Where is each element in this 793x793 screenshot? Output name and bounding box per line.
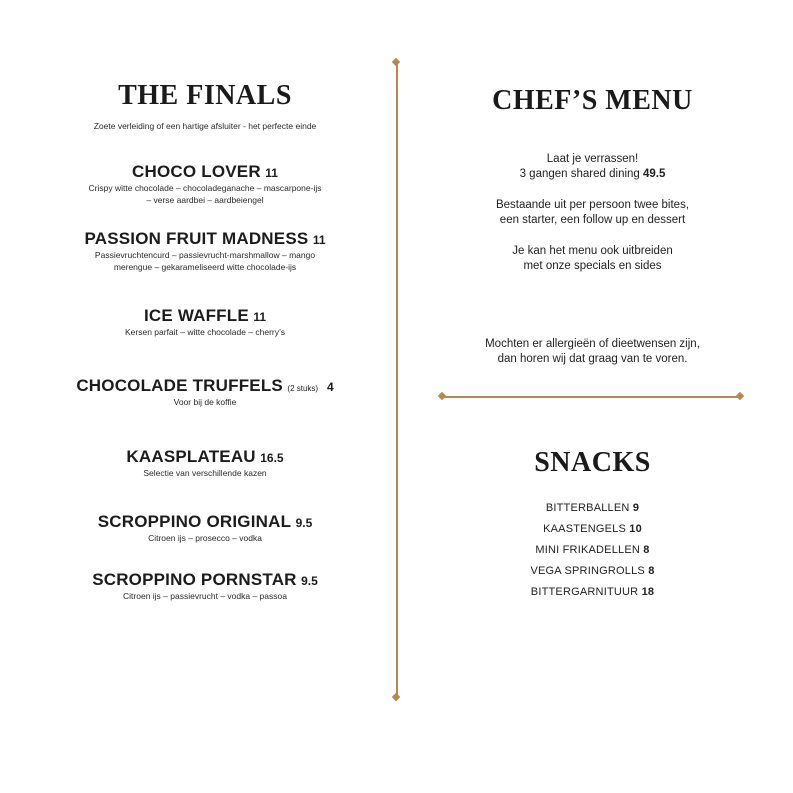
finals-title: THE FINALS (118, 80, 292, 111)
item-description: Citroen ijs – passievrucht – vodka – passoa (123, 591, 287, 601)
allergy-line: Mochten er allergieën of dieetwensen zijn, (485, 338, 700, 350)
item-price: 4 (326, 380, 334, 394)
chefs-menu-intro (440, 152, 745, 182)
snack-item (440, 519, 745, 540)
chefs-menu-line: een starter, een follow up en dessert (499, 214, 686, 226)
item-name: KAASPLATEAU (126, 447, 256, 466)
item-name: ICE WAFFLE (143, 306, 249, 325)
item-description: Crispy witte chocolade – chocoladeganache – mascarpone-ijs (88, 183, 322, 193)
item-description: Selectie van verschillende kazen (143, 468, 267, 478)
finals-subtitle: Zoete verleiding of een hartige afsluiter - het perfecte einde (93, 121, 317, 131)
snack-name: BITTERBALLEN (545, 502, 630, 514)
snack-item (440, 582, 745, 603)
chefs-menu-extension (440, 244, 745, 274)
item-price: 9.5 (301, 574, 318, 588)
chefs-menu-title: CHEF’S MENU (492, 85, 693, 116)
snack-price: 8 (643, 544, 650, 556)
item-note: (2 stuks) (287, 384, 319, 393)
item-price: 11 (312, 233, 326, 247)
menu-item-ice-waffle (30, 306, 380, 338)
item-name: PASSION FRUIT MADNESS (84, 229, 309, 248)
item-name: CHOCOLADE TRUFFELS (76, 376, 283, 395)
item-price: 16.5 (260, 451, 284, 465)
divider-diamond-right (736, 392, 744, 400)
item-description: Kersen parfait – witte chocolade – cherry’s (124, 327, 285, 337)
menu-item-kaasplateau (30, 447, 380, 479)
item-description: Passievruchtencurd – passievrucht-marshmallow – mango (94, 250, 316, 260)
snack-price: 9 (632, 502, 640, 514)
menu-item-scroppino-original (30, 512, 380, 544)
divider-diamond-left (438, 392, 446, 400)
menu-item-scroppino-pornstar (30, 570, 380, 602)
snack-price: 8 (648, 565, 655, 577)
snacks-title: SNACKS (534, 447, 651, 478)
item-description: Citroen ijs – prosecco – vodka (148, 533, 262, 543)
chefs-menu-description (440, 198, 745, 228)
snack-name: MINI FRIKADELLEN (535, 544, 641, 556)
menu-item-chocolade-truffels (30, 376, 380, 408)
snack-price: 18 (641, 586, 655, 598)
item-price: 11 (265, 166, 278, 180)
menu-item-choco-lover (30, 162, 380, 206)
snack-name: KAASTENGELS (543, 523, 626, 535)
horizontal-divider (442, 396, 740, 398)
allergy-notice (440, 337, 745, 367)
chefs-menu-line: Laat je verrassen! (546, 153, 639, 165)
item-name: SCROPPINO ORIGINAL (97, 512, 292, 531)
chefs-menu-line: 3 gangen shared dining (519, 168, 640, 180)
item-description: – verse aardbei – aardbeiengel (146, 195, 264, 205)
snack-name: VEGA SPRINGROLLS (530, 565, 645, 577)
chefs-menu-line: Bestaande uit per persoon twee bites, (495, 199, 690, 211)
allergy-line: dan horen wij dat graag van te voren. (497, 353, 688, 365)
chefs-menu-price: 49.5 (643, 168, 666, 180)
item-price: 9.5 (295, 516, 313, 530)
snack-name: BITTERGARNITUUR (530, 586, 639, 598)
chefs-menu-line: met onze specials en sides (523, 260, 662, 272)
snack-item (440, 498, 745, 519)
divider-diamond-bottom (392, 693, 400, 701)
vertical-divider (396, 62, 398, 698)
item-price: 11 (253, 310, 267, 324)
item-description: Voor bij de koffie (173, 397, 237, 407)
menu-item-passion-fruit-madness (30, 229, 380, 273)
item-name: CHOCO LOVER (132, 162, 261, 181)
snack-item (440, 561, 745, 582)
snack-item (440, 540, 745, 561)
snack-price: 10 (629, 523, 642, 535)
chefs-menu-line: Je kan het menu ook uitbreiden (512, 245, 673, 257)
item-name: SCROPPINO PORNSTAR (92, 570, 297, 589)
divider-diamond-top (392, 58, 400, 66)
item-description: merengue – gekarameliseerd witte chocolade-ijs (113, 262, 297, 272)
snacks-list (440, 498, 745, 603)
